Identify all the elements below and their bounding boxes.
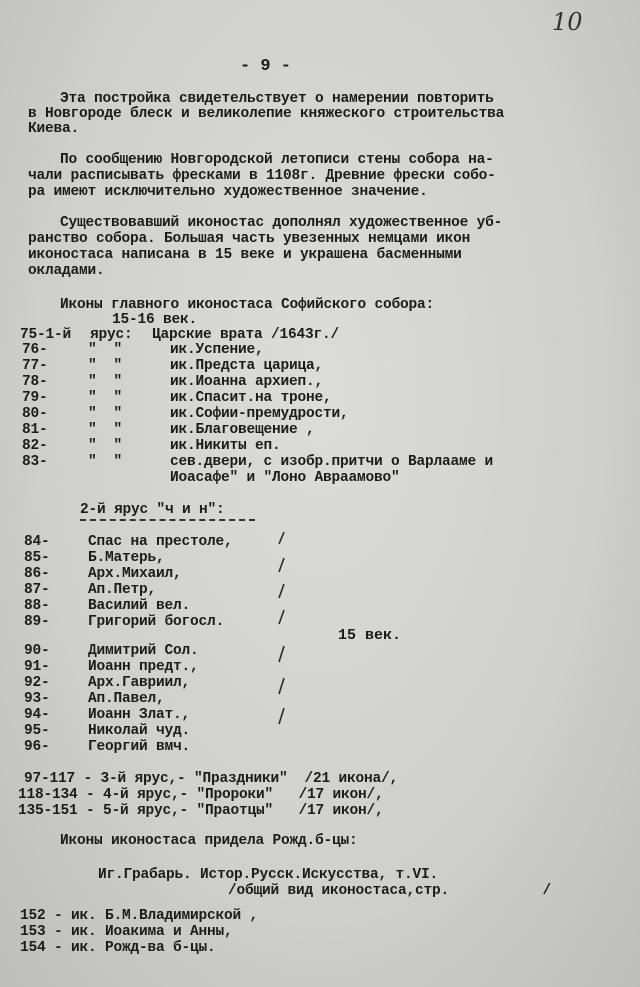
item-text: ик.Иоанна архиеп., [170, 374, 324, 390]
item-mark: " " [88, 374, 123, 390]
paragraph-3-line-2: ранство собора. Большая часть увезенных немцами икон [28, 231, 471, 247]
item-text: Царские врата /1643г./ [152, 327, 340, 343]
item-number: 86- [24, 566, 50, 582]
handwritten-page-number: 10 [552, 8, 583, 36]
item-number: 82- [22, 438, 48, 454]
reference-line-1: Иг.Грабарь. Истор.Русск.Искусства, т.VI. [98, 867, 439, 883]
item-number: 92- [24, 675, 50, 691]
item-number: 93- [24, 691, 50, 707]
paragraph-2-line-1: По сообщению Новгородской летописи стены собора на- [60, 152, 494, 168]
chapel-item: 154 - ик. Рожд-ва б-цы. [20, 940, 216, 956]
item-text: Николай чуд. [88, 723, 191, 739]
item-number: 84- [24, 534, 50, 550]
item-number: 96- [24, 739, 50, 755]
page-number: - 9 - [240, 57, 292, 76]
item-number: 87- [24, 582, 50, 598]
item-mark: " " [88, 390, 123, 406]
item-text: Димитрий Сол. [88, 643, 199, 659]
item-number: 79- [22, 390, 48, 406]
item-text: Б.Матерь, [88, 550, 165, 566]
paragraph-2-line-3: ра имеют исключительно художественное значение. [28, 184, 428, 200]
item-text: Ап.Петр, [88, 582, 157, 598]
item-mark: " " [88, 422, 123, 438]
item-number: 75-1-й [20, 327, 72, 343]
paragraph-3-line-4: окладами. [28, 263, 105, 279]
item-text: ик.Благовещение , [170, 422, 315, 438]
item-mark: " " [88, 438, 123, 454]
item-number: 90- [24, 643, 50, 659]
item-text: ик.Предста царица, [170, 358, 324, 374]
item-mark: " " [88, 406, 123, 422]
item-text: Арх.Михаил, [88, 566, 182, 582]
item-number: 81- [22, 422, 48, 438]
item-text: сев.двери, с изобр.притчи о Варлааме и [170, 454, 494, 470]
item-number: 85- [24, 550, 50, 566]
chapel-item: 152 - ик. Б.М.Владимирской , [20, 908, 259, 924]
item-mark: " " [88, 342, 123, 358]
list-item-continuation: Иоасафе" и "Лоно Авраамово" [170, 470, 400, 486]
item-number: 89- [24, 614, 50, 630]
item-text: Григорий богосл. [88, 614, 225, 630]
item-number: 76- [22, 342, 48, 358]
tier4-summary: 118-134 - 4-й ярус,- "Пророки" /17 икон/, [18, 787, 384, 803]
main-iconostasis-century: 15-16 век. [112, 312, 198, 328]
item-mark: " " [88, 358, 123, 374]
item-mark: ярус: [90, 327, 133, 343]
item-text: ик.Успение, [170, 342, 264, 358]
item-text: Спас на престоле, [88, 534, 233, 550]
item-number: 95- [24, 723, 50, 739]
item-text: Иоанн Злат., [88, 707, 191, 723]
item-number: 78- [22, 374, 48, 390]
paragraph-1-line-1: Эта постройка свидетельствует о намерении повторить [60, 91, 494, 107]
item-text: Василий вел. [88, 598, 191, 614]
item-text: Георгий вмч. [88, 739, 191, 755]
chapel-item: 153 - ик. Иоакима и Анны, [20, 924, 233, 940]
paragraph-1-line-2: в Новгороде блеск и великолепие княжеского строительства [28, 106, 505, 122]
item-text: ик.Никиты еп. [170, 438, 281, 454]
item-number: 91- [24, 659, 50, 675]
paragraph-1-line-3: Киева. [28, 121, 80, 137]
tier2-century: 15 век. [338, 627, 402, 644]
item-text: ик.Софии-премудрости, [170, 406, 349, 422]
bracket-marks [276, 528, 286, 738]
paragraph-3-line-3: иконостаса написана в 15 веке и украшена басменными [28, 247, 462, 263]
item-text: Ап.Павел, [88, 691, 165, 707]
reference-line-2: /общий вид иконостаса,стр. / [228, 883, 552, 899]
item-text: Иоанн предт., [88, 659, 199, 675]
item-number: 80- [22, 406, 48, 422]
item-number: 94- [24, 707, 50, 723]
item-mark: " " [88, 454, 123, 470]
paragraph-2-line-2: чали расписывать фресками в 1108г. Древние фрески собо- [28, 168, 496, 184]
tier5-summary: 135-151 - 5-й ярус,- "Праотцы" /17 икон/, [18, 803, 384, 819]
item-number: 83- [22, 454, 48, 470]
paragraph-3-line-1: Существовавший иконостас дополнял художественное уб- [60, 215, 503, 231]
item-text: ик.Спасит.на троне, [170, 390, 332, 406]
item-number: 88- [24, 598, 50, 614]
tier2-heading: 2-й ярус "ч и н": [80, 502, 225, 518]
heading-underline [80, 519, 255, 521]
item-number: 77- [22, 358, 48, 374]
chapel-heading: Иконы иконостаса придела Рожд.б-цы: [60, 833, 358, 849]
main-iconostasis-heading: Иконы главного иконостаса Софийского собора: [60, 297, 435, 313]
item-text: Арх.Гавриил, [88, 675, 191, 691]
tier3-summary: 97-117 - 3-й ярус,- "Праздники" /21 икона/, [24, 771, 399, 787]
